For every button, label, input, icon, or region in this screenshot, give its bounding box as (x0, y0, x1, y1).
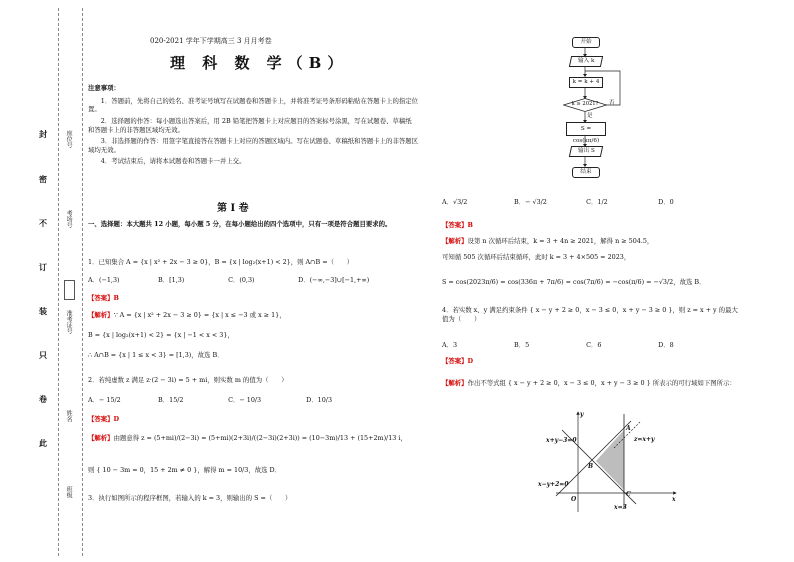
q1-option-c: C．(0,3) (228, 276, 255, 284)
label-x: x (672, 496, 676, 503)
q4-options (442, 341, 772, 350)
flowchart-assign: S = cos(kπ/6) (566, 122, 606, 136)
flowchart-no-label: 否 (609, 100, 615, 106)
q1-option-d: D．(−∞,−3]∪[−1,+∞) (298, 276, 370, 284)
section-title: 第 I 卷 (217, 203, 249, 214)
flowchart-yes-label: 是 (587, 113, 593, 119)
exam-header: 020-2021 学年下学期高三 3 月月考卷 (150, 37, 272, 45)
notice-item: 3．非选择题的作答：用签字笔直接答在答题卡上对应的答题区域内。写在试题卷、草稿纸和答题卡上的非答题区域均无效。 (88, 137, 419, 154)
q4-option-c: C．6 (586, 341, 602, 349)
flowchart-output-label: 输出 S (577, 148, 595, 154)
q3-analysis-label: 【解析】 (442, 237, 468, 245)
q1-stem: 1．已知集合 A = {x | x² + 2x − 3 ≥ 0}，B = {x | log₂(x+1) < 2}，则 A∩B =（ ） (88, 258, 354, 266)
q1-analysis-line: B = {x | log₂(x+1) < 2} = {x | −1 < x < 3}， (88, 331, 234, 339)
sidebar-word: 此 (39, 438, 47, 448)
flowchart (560, 34, 630, 184)
sidebar-field-room: 考场号 (65, 210, 73, 228)
sidebar-word: 订 (39, 262, 47, 272)
sidebar-dashed-line (58, 8, 59, 556)
notice-block (88, 84, 418, 166)
notice-item: 2．选择题的作答：每小题选出答案后，用 2B 铅笔把答题卡上对应题目的答案标号涂黑，写在试题卷、草稿纸和答题卡上的非答题区域均无效。 (88, 116, 412, 134)
flowchart-condition-label: k ≥ 2021? (571, 101, 599, 107)
q4-option-d: D．8 (658, 341, 674, 349)
q1-options (88, 276, 418, 285)
q3-analysis-line: S = cos(2023π/6) = cos(336π + 7π/6) = cos(7π/6) = −cos(π/6) = −√3/2，故选 B． (442, 278, 706, 286)
q2-option-d: D．10/3 (306, 396, 333, 404)
label-point-c: C (626, 491, 631, 498)
sidebar-field-name: 姓名 (65, 410, 73, 422)
q4-analysis (442, 379, 752, 388)
q2-answer: 【答案】D (88, 415, 120, 423)
label-y: y (580, 411, 584, 418)
feasible-region-graph (536, 408, 686, 514)
sidebar-field-seat: 座位号 (65, 130, 73, 148)
q4-option-b: B．5 (514, 341, 530, 349)
flowchart-end: 结束 (572, 167, 600, 178)
flowchart-step: k = k + 4 (569, 77, 603, 88)
q1-analysis-line: ∵ A = {x | x² + 2x − 3 ≥ 0} = {x | x ≤ −3 或 x ≥ 1}， (113, 311, 286, 319)
sidebar-field-class: 班级 (65, 486, 73, 498)
notice-item: 4．考试结束后，请将本试题卷和答题卡一并上交。 (100, 157, 246, 166)
q4-answer: 【答案】D (442, 357, 474, 365)
q2-option-a: A．− 15/2 (88, 396, 121, 404)
q1-answer: 【答案】B (88, 294, 119, 302)
notice-item: 1．答题前，先将自己的姓名、准考证号填写在试题卷和答题卡上，并将准考证号条形码粘贴在答题卡上的指定位置。 (88, 96, 419, 114)
label-line-l3: x=3 (614, 504, 627, 511)
q3-analysis (442, 237, 653, 246)
page-title: 理 科 数 学（B） (170, 54, 349, 72)
q1-analysis (88, 311, 286, 320)
q2-analysis-line: 由题意得 z = (5+mi)/(2−3i) = (5+mi)(2+3i)/((2−3i)(2+3i)) = (10−3m)/13 + (15+2m)/13 i， (113, 434, 407, 442)
q1-analysis-line: ∴ A∩B = {x | 1 ≤ x < 3} = [1,3)，故选 B． (88, 351, 224, 359)
q3-answer: 【答案】B (442, 221, 473, 229)
q2-option-b: B．15/2 (158, 396, 184, 404)
q2-stem: 2．若纯虚数 z 满足 z·(2 − 3i) = 5 + mi，则实数 m 的值为（ ） (88, 376, 288, 384)
q2-analysis (88, 434, 418, 443)
q3-analysis-line: 设第 n 次循环后结束，k = 3 + 4n ≥ 2021，解得 n ≥ 504.5， (467, 237, 654, 245)
sidebar-word: 装 (39, 306, 47, 316)
q1-analysis-label: 【解析】 (88, 311, 114, 319)
sidebar-word: 封 (39, 129, 47, 139)
label-line-l2: x−y+2=0 (538, 481, 569, 488)
flowchart-input-label: 输入 k (577, 58, 595, 64)
q3-stem: 3．执行如图所示的程序框图，若输入的 k = 3，则输出的 S =（ ） (88, 494, 292, 502)
q2-options (88, 396, 418, 405)
sidebar-dashed-line-2 (82, 8, 83, 556)
sidebar-word: 不 (39, 218, 47, 228)
flowchart-output (569, 146, 603, 157)
feasible-region (596, 430, 624, 490)
label-objective: z=x+y (634, 436, 655, 443)
q4-analysis-text: 作出不等式组 { x − y + 2 ≥ 0，x − 3 ≤ 0，x + y − 3 ≥ 0 } 所表示的可行域如下图所示： (467, 379, 736, 387)
q2-analysis-label: 【解析】 (88, 434, 114, 442)
q4-option-a: A．3 (442, 341, 458, 349)
q4-analysis-label: 【解析】 (442, 379, 468, 387)
section-instruction: 一、选择题：本大题共 12 小题，每小题 5 分，在每小题给出的四个选项中，只有一项是符合题目要求的。 (88, 220, 392, 228)
q2-analysis-line: 则 { 10 − 3m = 0，15 + 2m ≠ 0 }，解得 m = 10/3，故选 D． (88, 466, 282, 474)
q1-option-a: A．(−1,3) (88, 276, 120, 284)
flowchart-start: 开始 (572, 37, 600, 48)
label-line-l1: x+y−3=0 (546, 437, 577, 444)
q4-stem: 4．若实数 x、y 满足约束条件 { x − y + 2 ≥ 0，x − 3 ≤ 0，x + y − 3 ≥ 0 }，则 z = x + y 的最大值为（ ） (442, 306, 738, 323)
sidebar-word: 只 (39, 350, 47, 360)
sidebar-barcode-box (64, 280, 75, 300)
notice-heading: 注意事项： (88, 84, 120, 92)
q3-options (442, 198, 772, 207)
sidebar-field-ticket: 准考证号 (65, 310, 73, 334)
label-point-b: B (588, 463, 594, 470)
q3-analysis-line: 可知循 505 次循环后结束循环，此时 k = 3 + 4×505 = 2023， (442, 253, 631, 261)
sidebar-word: 卷 (39, 394, 47, 404)
q3-option-a: A．√3/2 (442, 198, 468, 206)
q2-option-c: C．− 10/3 (228, 396, 262, 404)
q3-option-c: C．1/2 (586, 198, 608, 206)
q3-option-b: B．− √3/2 (514, 198, 547, 206)
label-point-a: A (626, 425, 631, 432)
label-origin: O (571, 496, 577, 503)
flowchart-input (569, 56, 603, 67)
q3-option-d: D．0 (658, 198, 674, 206)
q1-option-b: B．[1,3) (158, 276, 185, 284)
sidebar-word: 密 (39, 174, 47, 184)
